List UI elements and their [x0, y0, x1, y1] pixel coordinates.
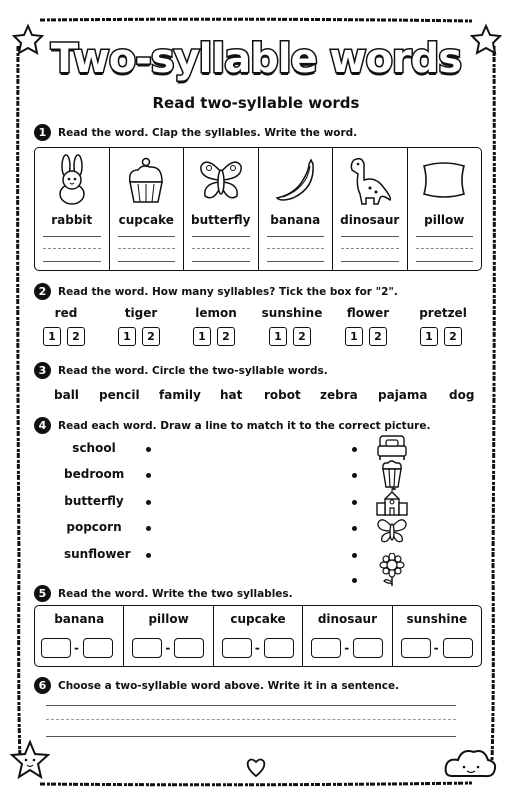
page-subtitle: Read two-syllable words: [152, 94, 360, 112]
word-label: red: [54, 306, 78, 320]
section-instruction: Read each word. Draw a line to match it to the correct picture.: [58, 419, 431, 432]
section-number: 1: [34, 124, 51, 141]
word-picture-grid: [34, 147, 482, 271]
syllable-boxes: [345, 327, 387, 346]
syllable-cell: [214, 606, 303, 666]
circle-word[interactable]: ball: [54, 388, 79, 402]
section-number: 3: [34, 362, 51, 379]
section-instruction: Read the word. Circle the two-syllable words.: [58, 364, 328, 377]
word-cell: [35, 148, 110, 270]
match-dot[interactable]: [352, 473, 357, 478]
word-label: dinosaur: [317, 612, 378, 626]
word-label: flower: [346, 306, 390, 320]
section-number: 4: [34, 417, 51, 434]
word-cell: [408, 148, 482, 270]
syllable-boxes: [269, 327, 311, 346]
word-cell: [333, 148, 408, 270]
match-dot[interactable]: [146, 500, 151, 505]
section-number: 6: [34, 677, 51, 694]
syllable-boxes: [193, 327, 235, 346]
word-label: banana: [54, 612, 105, 626]
circle-word[interactable]: pajama: [378, 388, 428, 402]
syllable-dash: -: [165, 641, 171, 655]
syllable-cell: [35, 606, 124, 666]
dinosaur-icon: [346, 154, 394, 206]
match-dot[interactable]: [146, 526, 151, 531]
word-label: cupcake: [230, 612, 286, 626]
match-dot[interactable]: [352, 578, 357, 583]
circle-word[interactable]: family: [159, 388, 201, 402]
word-cell: [110, 148, 185, 270]
section-instruction: Read the word. How many syllables? Tick the box for "2".: [58, 285, 398, 298]
syllable-input-2[interactable]: [443, 638, 473, 658]
match-word: bedroom: [64, 467, 125, 481]
syllable-dash: -: [433, 641, 439, 655]
pillow-icon: [420, 154, 468, 206]
tick-box-1[interactable]: 1: [269, 327, 287, 346]
word-label: sunshine: [261, 306, 323, 320]
match-dot[interactable]: [352, 447, 357, 452]
tick-box-2[interactable]: 2: [293, 327, 311, 346]
rabbit-icon: [52, 154, 92, 206]
word-label: sunshine: [406, 612, 468, 626]
cupcake-icon: [124, 154, 168, 206]
section-1-header: [34, 124, 357, 141]
tick-box-2[interactable]: 2: [217, 327, 235, 346]
syllable-input-1[interactable]: [132, 638, 162, 658]
school-icon: [376, 487, 408, 517]
word-cell: [184, 148, 259, 270]
syllable-input-1[interactable]: [222, 638, 252, 658]
tick-box-1[interactable]: 1: [43, 327, 61, 346]
popcorn-icon: [376, 459, 408, 489]
match-dot[interactable]: [146, 473, 151, 478]
tick-box-2[interactable]: 2: [444, 327, 462, 346]
circle-word[interactable]: pencil: [99, 388, 140, 402]
word-label: pillow: [424, 213, 465, 227]
section-5-header: [34, 585, 293, 602]
match-word: popcorn: [66, 520, 122, 534]
match-word: butterfly: [64, 494, 124, 508]
word-label: rabbit: [51, 213, 93, 227]
word-label: pillow: [148, 612, 189, 626]
section-instruction: Read the word. Write the two syllables.: [58, 587, 293, 600]
writing-line[interactable]: [46, 736, 456, 737]
sunflower-icon: [376, 553, 408, 587]
title-wrap: [0, 36, 512, 82]
match-dot[interactable]: [352, 553, 357, 558]
butterfly-icon: [376, 515, 408, 545]
section-6-header: [34, 677, 399, 694]
circle-word[interactable]: dog: [449, 388, 475, 402]
tick-box-1[interactable]: 1: [420, 327, 438, 346]
match-dot[interactable]: [352, 500, 357, 505]
syllable-cell: [124, 606, 213, 666]
circle-word[interactable]: zebra: [320, 388, 358, 402]
bed-icon: [376, 432, 408, 462]
syllable-cell: [303, 606, 392, 666]
match-word: school: [72, 441, 116, 455]
section-3-header: [34, 362, 328, 379]
cloud-icon: [446, 751, 496, 776]
match-dot[interactable]: [352, 526, 357, 531]
section-4-header: [34, 417, 430, 434]
tick-box-1[interactable]: 1: [345, 327, 363, 346]
word-label: pretzel: [419, 306, 467, 320]
banana-icon: [271, 154, 319, 206]
section-instruction: Choose a two-syllable word above. Write it in a sentence.: [58, 679, 400, 692]
butterfly-icon: [197, 154, 245, 206]
section-number: 5: [34, 585, 51, 602]
section-number: 2: [34, 283, 51, 300]
smiling-star-icon: [12, 742, 48, 777]
syllable-boxes: [118, 327, 160, 346]
syllable-dash: -: [74, 641, 79, 655]
page-title: Two-syllable words: [50, 36, 462, 82]
tick-box-2[interactable]: 2: [67, 327, 85, 346]
tick-box-1[interactable]: 1: [193, 327, 211, 346]
match-word: sunflower: [64, 547, 131, 561]
match-dot[interactable]: [146, 553, 151, 558]
syllable-input-1[interactable]: [41, 638, 71, 658]
syllable-input-2[interactable]: [83, 638, 113, 658]
word-label: banana: [270, 213, 321, 227]
word-label: lemon: [195, 306, 237, 320]
word-label: butterfly: [191, 213, 251, 227]
syllable-boxes: [43, 327, 85, 346]
circle-word[interactable]: robot: [264, 388, 301, 402]
syllable-input-2[interactable]: [264, 638, 294, 658]
tick-box-2[interactable]: 2: [142, 327, 160, 346]
word-label: tiger: [124, 306, 158, 320]
writing-guide-line: [46, 719, 456, 720]
syllable-dash: -: [344, 641, 350, 655]
tick-box-1[interactable]: 1: [118, 327, 136, 346]
syllable-split-grid: [34, 605, 482, 667]
syllable-dash: -: [254, 641, 260, 655]
syllable-input-2[interactable]: [353, 638, 383, 658]
syllable-boxes: [420, 327, 462, 346]
section-instruction: Read the word. Clap the syllables. Write the word.: [58, 126, 358, 139]
writing-line[interactable]: [46, 705, 456, 706]
syllable-input-1[interactable]: [311, 638, 341, 658]
word-label: cupcake: [118, 213, 174, 227]
syllable-input-1[interactable]: [401, 638, 431, 658]
word-cell: [259, 148, 334, 270]
syllable-input-2[interactable]: [174, 638, 204, 658]
syllable-cell: [393, 606, 481, 666]
match-dot[interactable]: [146, 447, 151, 452]
tick-box-2[interactable]: 2: [369, 327, 387, 346]
section-2-header: [34, 283, 398, 300]
circle-word[interactable]: hat: [220, 388, 243, 402]
heart-icon: [248, 760, 265, 777]
word-label: dinosaur: [340, 213, 400, 227]
